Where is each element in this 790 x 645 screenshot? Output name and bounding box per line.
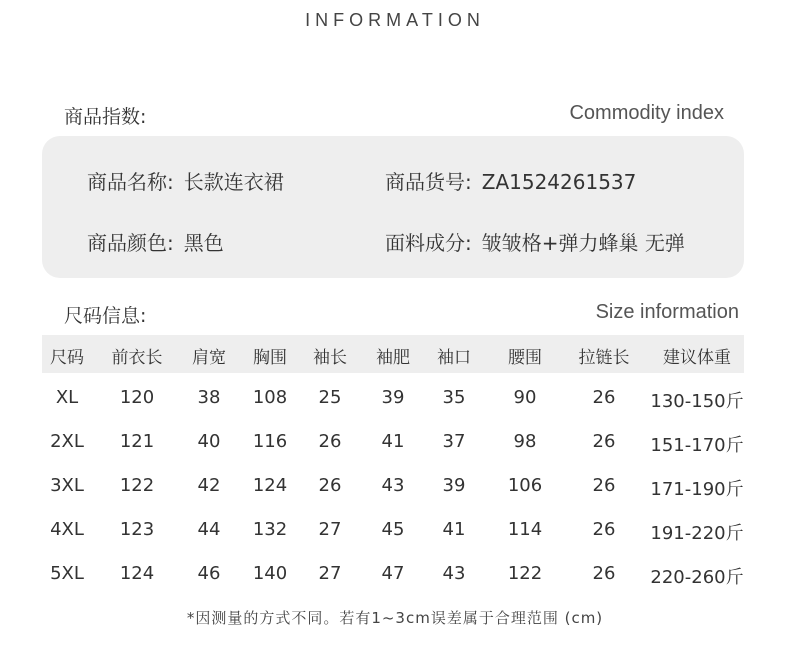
cell-sleeve-width: 41 — [381, 431, 405, 452]
cell-sleeve-width: 47 — [381, 563, 405, 584]
cell-front-length: 122 — [119, 475, 155, 496]
cell-chest: 116 — [252, 431, 288, 452]
cell-sleeve-width: 43 — [381, 475, 405, 496]
header-suggested-weight: 建议体重 — [663, 348, 731, 368]
cell-cuff: 35 — [442, 387, 466, 408]
cell-suggested-weight: 191-220斤 — [650, 523, 744, 544]
header-size: 尺码 — [50, 348, 84, 368]
cell-size: 4XL — [50, 519, 84, 540]
commodity-label-en: Commodity index — [569, 102, 724, 124]
cell-chest: 140 — [252, 563, 288, 584]
header-shoulder: 肩宽 — [192, 348, 226, 368]
cell-cuff: 43 — [442, 563, 466, 584]
cell-cuff: 39 — [442, 475, 466, 496]
header-waist: 腰围 — [508, 348, 542, 368]
product-name-label: 商品名称: — [87, 170, 174, 194]
cell-zipper-length: 26 — [592, 563, 616, 584]
cell-sleeve-length: 25 — [318, 387, 342, 408]
commodity-label-cn: 商品指数: — [64, 106, 147, 128]
cell-size: 5XL — [50, 563, 84, 584]
cell-chest: 124 — [252, 475, 288, 496]
fabric-row — [385, 227, 685, 256]
cell-front-length: 124 — [119, 563, 155, 584]
commodity-panel — [42, 136, 744, 278]
cell-size: 3XL — [50, 475, 84, 496]
cell-waist: 90 — [513, 387, 537, 408]
cell-sleeve-length: 26 — [318, 475, 342, 496]
cell-shoulder: 44 — [197, 519, 221, 540]
product-code-row — [385, 166, 636, 195]
product-color-row — [87, 227, 224, 256]
cell-suggested-weight: 130-150斤 — [650, 391, 744, 412]
product-code-label: 商品货号: — [385, 170, 472, 194]
cell-sleeve-length: 26 — [318, 431, 342, 452]
cell-zipper-length: 26 — [592, 387, 616, 408]
cell-suggested-weight: 220-260斤 — [650, 567, 744, 588]
header-zipper-length: 拉链长 — [578, 348, 630, 368]
cell-cuff: 37 — [442, 431, 466, 452]
header-sleeve-length: 袖长 — [313, 348, 347, 368]
cell-zipper-length: 26 — [592, 519, 616, 540]
cell-shoulder: 40 — [197, 431, 221, 452]
cell-waist: 122 — [507, 563, 543, 584]
cell-sleeve-width: 45 — [381, 519, 405, 540]
size-label-cn: 尺码信息: — [64, 305, 147, 327]
cell-chest: 108 — [252, 387, 288, 408]
cell-suggested-weight: 151-170斤 — [650, 435, 744, 456]
cell-waist: 114 — [507, 519, 543, 540]
fabric-value: 皱皱格+弹力蜂巢 无弹 — [481, 231, 685, 255]
product-color-label: 商品颜色: — [87, 231, 174, 255]
page-title: INFORMATION — [305, 10, 485, 30]
cell-sleeve-width: 39 — [381, 387, 405, 408]
cell-cuff: 41 — [442, 519, 466, 540]
product-code-value: ZA1524261537 — [481, 170, 637, 194]
cell-size: 2XL — [50, 431, 84, 452]
header-cuff: 袖口 — [437, 348, 471, 368]
measurement-note: *因测量的方式不同。若有1~3cm误差属于合理范围 (cm) — [186, 609, 604, 627]
header-chest: 胸围 — [253, 348, 287, 368]
cell-front-length: 120 — [119, 387, 155, 408]
cell-chest: 132 — [252, 519, 288, 540]
fabric-label: 面料成分: — [385, 231, 472, 255]
cell-front-length: 123 — [119, 519, 155, 540]
product-name-row — [87, 166, 284, 195]
product-name-value: 长款连衣裙 — [183, 170, 284, 194]
cell-shoulder: 46 — [197, 563, 221, 584]
product-color-value: 黑色 — [183, 231, 224, 255]
cell-waist: 98 — [513, 431, 537, 452]
cell-front-length: 121 — [119, 431, 155, 452]
size-label-en: Size information — [595, 301, 739, 323]
cell-suggested-weight: 171-190斤 — [650, 479, 744, 500]
cell-zipper-length: 26 — [592, 431, 616, 452]
cell-waist: 106 — [507, 475, 543, 496]
cell-shoulder: 38 — [197, 387, 221, 408]
header-sleeve-width: 袖肥 — [376, 348, 410, 368]
cell-size: XL — [55, 387, 79, 408]
cell-sleeve-length: 27 — [318, 563, 342, 584]
header-front-length: 前衣长 — [111, 348, 163, 368]
cell-sleeve-length: 27 — [318, 519, 342, 540]
cell-shoulder: 42 — [197, 475, 221, 496]
cell-zipper-length: 26 — [592, 475, 616, 496]
